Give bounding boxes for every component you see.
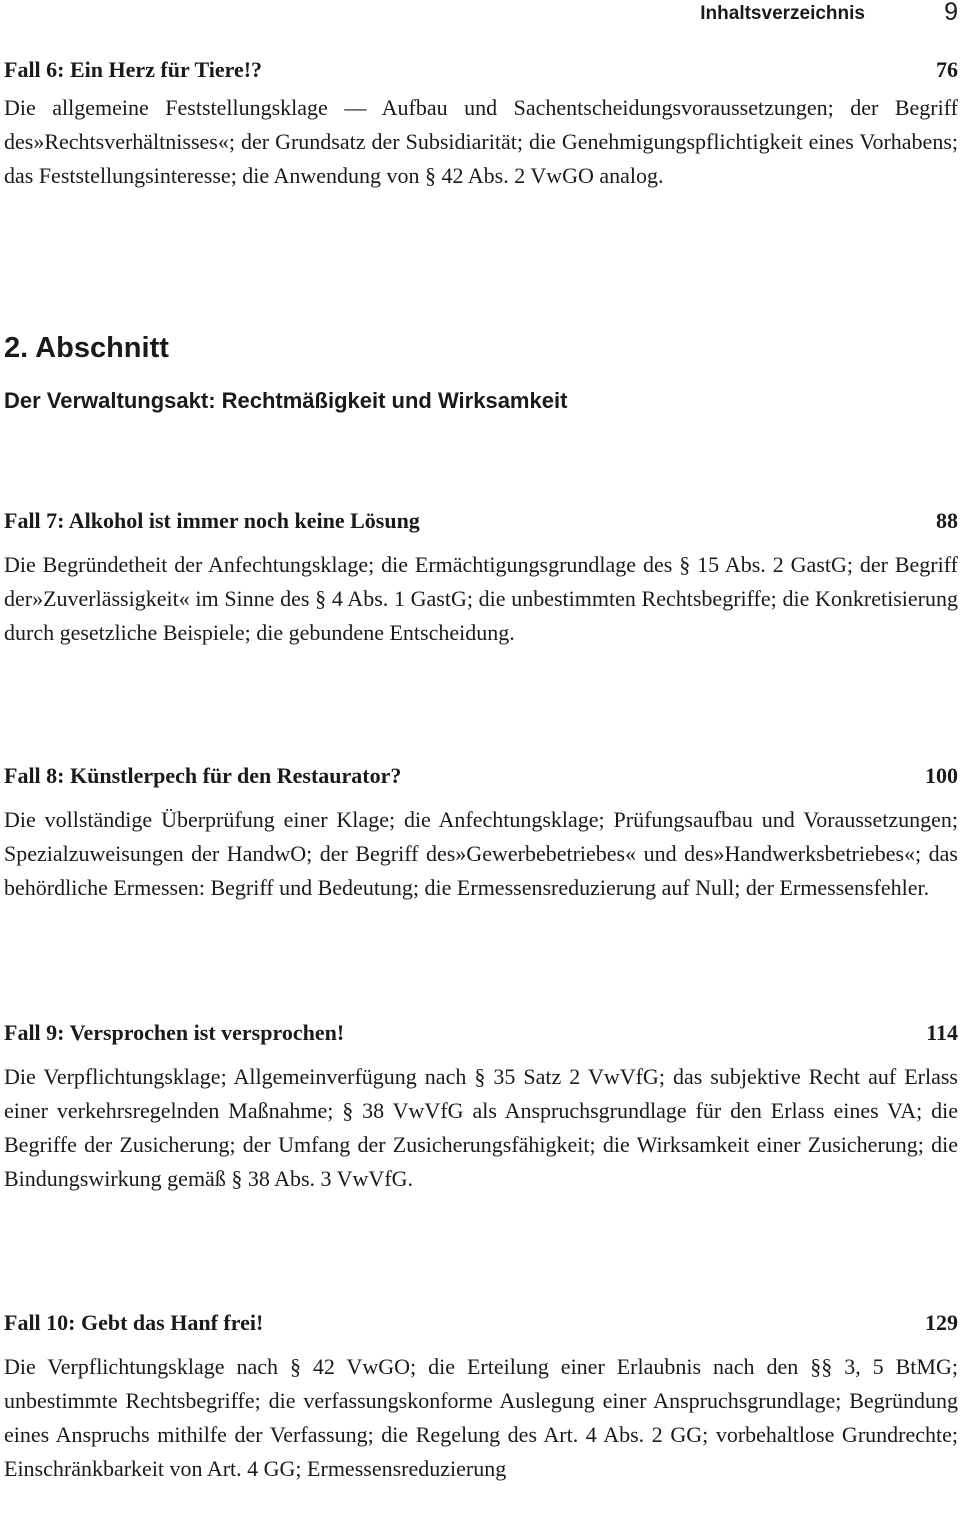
toc-entry-page: 76 [936, 57, 958, 82]
toc-entry-title: Fall 10: Gebt das Hanf frei! [4, 1310, 264, 1335]
toc-entry-summary: Die Verpflichtungsklage; Allgemeinverfügung nach § 35 Satz 2 VwVfG; das subjektive Recht auf Erlass einer verkehrsregelnden Maßnahme; § 38 VwVfG als Anspruchsgrundlage für den Erlass eines VA; die Begriffe der Zusicherung; der Umfang der Zusicherungsfähigkeit; die Wirksamkeit einer Zusicherung; die Bindungswirkung gemäß § 38 Abs. 3 VwVfG. [4, 1064, 958, 1191]
page-header [0, 0, 960, 30]
section-title: 2. Abschnitt [4, 332, 169, 364]
toc-entry-fall-8 [4, 761, 958, 905]
toc-entry-page: 129 [925, 1310, 958, 1335]
toc-entry-summary: Die Begründetheit der Anfechtungsklage; die Ermächtigungsgrundlage des § 15 Abs. 2 GastG; der Begriff der»Zuverlässigkeit« im Sinne des § 4 Abs. 1 GastG; die unbestimmten Rechtsbegriffe; die Konkretisierung durch gesetzliche Beispiele; die gebundene Entscheidung. [4, 552, 958, 645]
toc-entry-heading [4, 761, 958, 791]
running-title: Inhaltsverzeichnis [700, 3, 865, 24]
toc-entry-heading [4, 1018, 958, 1048]
toc-entry-summary: Die vollständige Überprüfung einer Klage; die Anfechtungsklage; Prüfungsaufbau und Voraussetzungen; Spezialzuweisungen der HandwO; der Begriff des»Gewerbebetriebes« und des»Handwerksbetriebes«; das behördliche Ermessen: Begriff und Bedeutung; die Ermessensreduzierung auf Null; der Ermessensfehler. [4, 807, 958, 900]
toc-entry-fall-9 [4, 1018, 958, 1196]
toc-entry-heading [4, 1308, 958, 1338]
toc-entry-fall-7 [4, 506, 958, 650]
page-number: 9 [944, 0, 958, 26]
section-subtitle: Der Verwaltungsakt: Rechtmäßigkeit und Wirksamkeit [4, 388, 568, 413]
toc-entry-fall-6 [4, 55, 958, 193]
toc-entry-title: Fall 8: Künstlerpech für den Restaurator? [4, 763, 402, 788]
toc-entry-summary: Die Verpflichtungsklage nach § 42 VwGO; die Erteilung einer Erlaubnis nach den §§ 3, 5 BtMG; unbestimmte Rechtsbegriffe; die verfassungskonforme Auslegung einer Anspruchsgrundlage; Begründung eines Anspruchs mithilfe der Verfassung; die Regelung des Art. 4 Abs. 2 GG; vorbehaltlose Grundrechte; Einschränkbarkeit von Art. 4 GG; Ermessensreduzierung [4, 1354, 958, 1481]
toc-entry-summary: Die allgemeine Feststellungsklage — Aufbau und Sachentscheidungsvoraussetzungen; der Begriff des»Rechtsverhältnisses«; der Grundsatz der Subsidiarität; die Genehmigungspflichtigkeit eines Vorhabens; das Feststellungsinteresse; die Anwendung von § 42 Abs. 2 VwGO analog. [4, 95, 958, 188]
toc-entry-heading [4, 506, 958, 536]
toc-entry-page: 88 [936, 508, 958, 533]
toc-entry-title: Fall 9: Versprochen ist versprochen! [4, 1020, 345, 1045]
section-heading [4, 330, 954, 416]
toc-entry-page: 100 [925, 763, 958, 788]
toc-entry-title: Fall 6: Ein Herz für Tiere!? [4, 57, 263, 82]
toc-entry-title: Fall 7: Alkohol ist immer noch keine Lösung [4, 508, 420, 533]
toc-entry-heading [4, 55, 958, 85]
toc-entry-page: 114 [926, 1020, 958, 1045]
toc-entry-fall-10 [4, 1308, 958, 1486]
